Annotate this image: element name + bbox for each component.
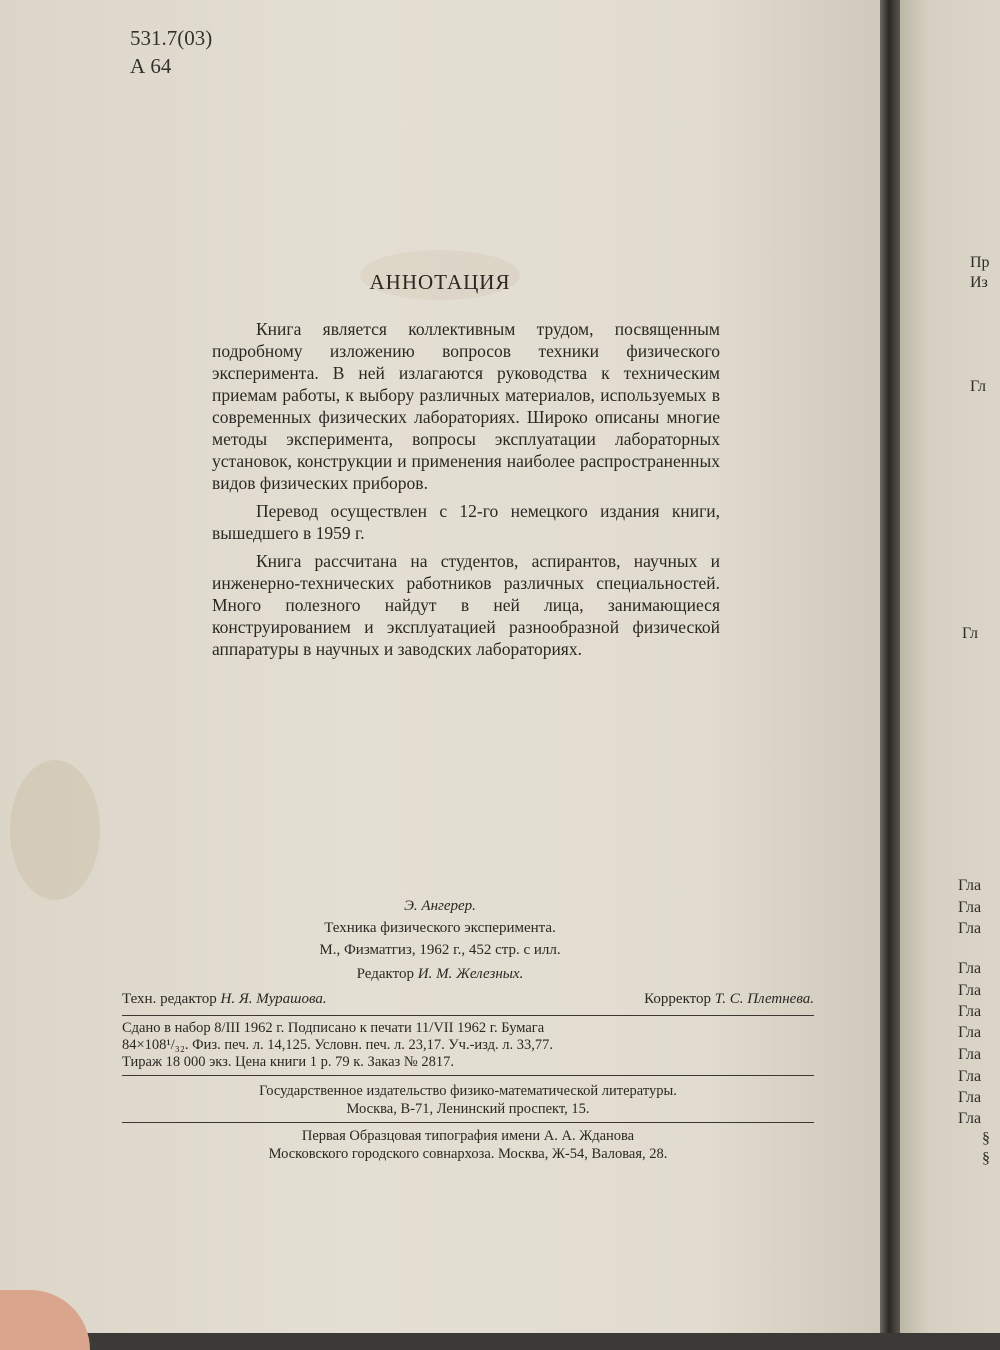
toc-fragment: § (982, 1150, 990, 1167)
toc-fragment: Гла (958, 899, 982, 916)
annotation-text (212, 318, 720, 666)
page-stain (10, 760, 100, 900)
printer-address: Московского городского совнархоза. Москва, Ж-54, Валовая, 28. (268, 1146, 668, 1162)
annotation-paragraph: Книга рассчитана на студентов, аспирантов, научных и инженерно-технических работников различных специальностей. Много полезного найдут в ней лица, занимающиеся конструированием и эксплуатацией разнообразной физической аппаратуры в научных и заводских лабораториях. (212, 551, 720, 659)
print-details (122, 1020, 814, 1071)
toc-fragment: Пр (970, 254, 990, 271)
publisher-block (122, 1082, 814, 1118)
print-line: Сдано в набор 8/III 1962 г. Подписано к печати 11/VII 1962 г. Бумага (122, 1020, 545, 1036)
corrector-name: Т. С. Плетнева. (714, 991, 814, 1007)
book-title-line: Техника физического эксперимента. (324, 920, 556, 936)
toc-fragment: Гла (958, 920, 982, 937)
print-line: 84×108¹/₃₂. Физ. печ. л. 14,125. Условн. печ. л. 23,17. Уч.-изд. л. 33,77. (122, 1037, 553, 1053)
annotation-title: АННОТАЦИЯ (369, 270, 511, 294)
library-code: А 64 (130, 54, 172, 78)
toc-fragment: Гла (958, 877, 982, 894)
annotation-paragraph: Книга является коллективным трудом, посвященным подробному изложению вопросов техники физического эксперимента. В ней излагаются руководства к техническим приемам работы, к выбору различных материалов, используемых в современных физических лабораториях. Широко описаны многие методы эксперимента, вопросы эксплуатации лабораторных установок, конструкции и применения наиболее распространенных видов физических приборов. (212, 319, 720, 493)
toc-fragment: § (982, 1130, 990, 1147)
toc-fragment: Гла (958, 960, 982, 977)
divider (122, 1075, 814, 1076)
tech-editor (122, 991, 327, 1008)
toc-fragment: Из (970, 274, 988, 291)
divider (122, 1015, 814, 1016)
book-spine (880, 0, 900, 1333)
author-line (0, 898, 880, 915)
editor-label: Редактор (356, 966, 414, 982)
book-page-right (900, 0, 1000, 1333)
printer-name: Первая Образцовая типография имени А. А. Жданова (301, 1128, 635, 1144)
corrector-label: Корректор (644, 991, 712, 1007)
classification-block (130, 24, 212, 80)
divider (122, 1122, 814, 1123)
staff-line (122, 991, 814, 1008)
toc-fragment: Гла (958, 1024, 982, 1041)
print-line: Тираж 18 000 экз. Цена книги 1 р. 79 к. Заказ № 2817. (122, 1054, 454, 1070)
printer-block (122, 1127, 814, 1163)
udc-code: 531.7(03) (130, 26, 213, 50)
toc-fragment: Гла (958, 1110, 982, 1127)
publisher-address: Москва, В-71, Ленинский проспект, 15. (346, 1101, 590, 1117)
corrector (644, 991, 814, 1008)
annotation-paragraph: Перевод осуществлен с 12-го немецкого издания книги, вышедшего в 1959 г. (212, 501, 720, 543)
toc-fragment: Гла (958, 982, 982, 999)
toc-fragment: Гла (958, 1068, 982, 1085)
publisher-name: Государственное издательство физико-математической литературы. (259, 1083, 677, 1099)
author-name: Э. Ангерер. (404, 898, 476, 914)
editor-name: И. М. Железных. (417, 966, 524, 982)
publication-line: М., Физматгиз, 1962 г., 452 стр. с илл. (319, 942, 561, 958)
toc-fragment: Гла (958, 1003, 982, 1020)
editor-line (0, 966, 880, 983)
toc-fragment: Гл (970, 378, 987, 395)
toc-fragment: Гл (962, 625, 979, 642)
toc-fragment: Гла (958, 1046, 982, 1063)
toc-fragment: Гла (958, 1089, 982, 1106)
tech-editor-label: Техн. редактор (122, 991, 217, 1007)
tech-editor-name: Н. Я. Мурашова. (220, 991, 327, 1007)
